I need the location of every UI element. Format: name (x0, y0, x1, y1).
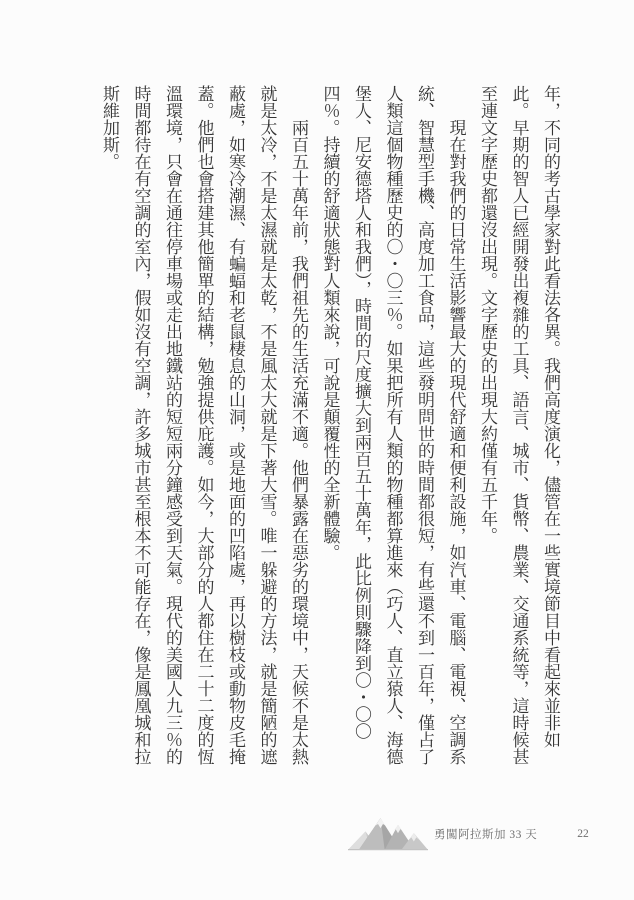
book-title: 勇闖阿拉斯加 33 天 (434, 829, 538, 841)
page-body-text (94, 85, 567, 775)
paragraph-3: 兩百五十萬年前，我們祖先的生活充滿不適。他們暴露在惡劣的環境中，天候不是太熱就是太冷，不是太濕就是太乾，不是風太大就是下著大雪。唯一躲避的方法，就是簡陋的遮蔽處，如寒冷潮濕、有蝙蝠和老鼠棲息的山洞，或是地面的凹陷處，再以樹枝或動物皮毛掩蓋。他們也會搭建其他簡單的結構，勉強提供庇護。如今，大部分的人都住在二十二度的恆溫環境，只會在通往停車場或走出地鐵站的短短兩分鐘感受到天氣。現代的美國人九三％的時間都待在有空調的室內，假如沒有空調，許多城市甚至根本不可能存在，像是鳳凰城和拉斯維加斯。 (100, 85, 308, 765)
paragraph-2: 現在對我們的日常生活影響最大的現代舒適和便利設施，如汽車、電腦、電視、空調系統、智慧型手機、高度加工食品，這些發明問世的時間都很短，有些還不到一百年，僅占了人類這個物種歷史的〇・〇三％。如果把所有人類的物種都算進來（巧人、直立猿人、海德堡人、尼安德塔人和我們），時間的尺度擴大到兩百五十萬年，此比例則驟降到〇・〇〇四％。持續的舒適狀態對人類來說，可說是顛覆性的全新體驗。 (320, 85, 466, 765)
page-number: 22 (577, 828, 589, 840)
page-footer (348, 812, 589, 856)
paragraph-1: 年，不同的考古學家對此看法各異。我們高度演化，儘管在一些實境節目中看起來並非如此。早期的智人已經開發出複雜的工具、語言、城市、貨幣、農業、交通系統等，這時候甚至連文字歷史都還沒出現。文字歷史的出現大約僅有五千年。 (478, 85, 560, 765)
mountain-logo-icon (348, 814, 428, 854)
